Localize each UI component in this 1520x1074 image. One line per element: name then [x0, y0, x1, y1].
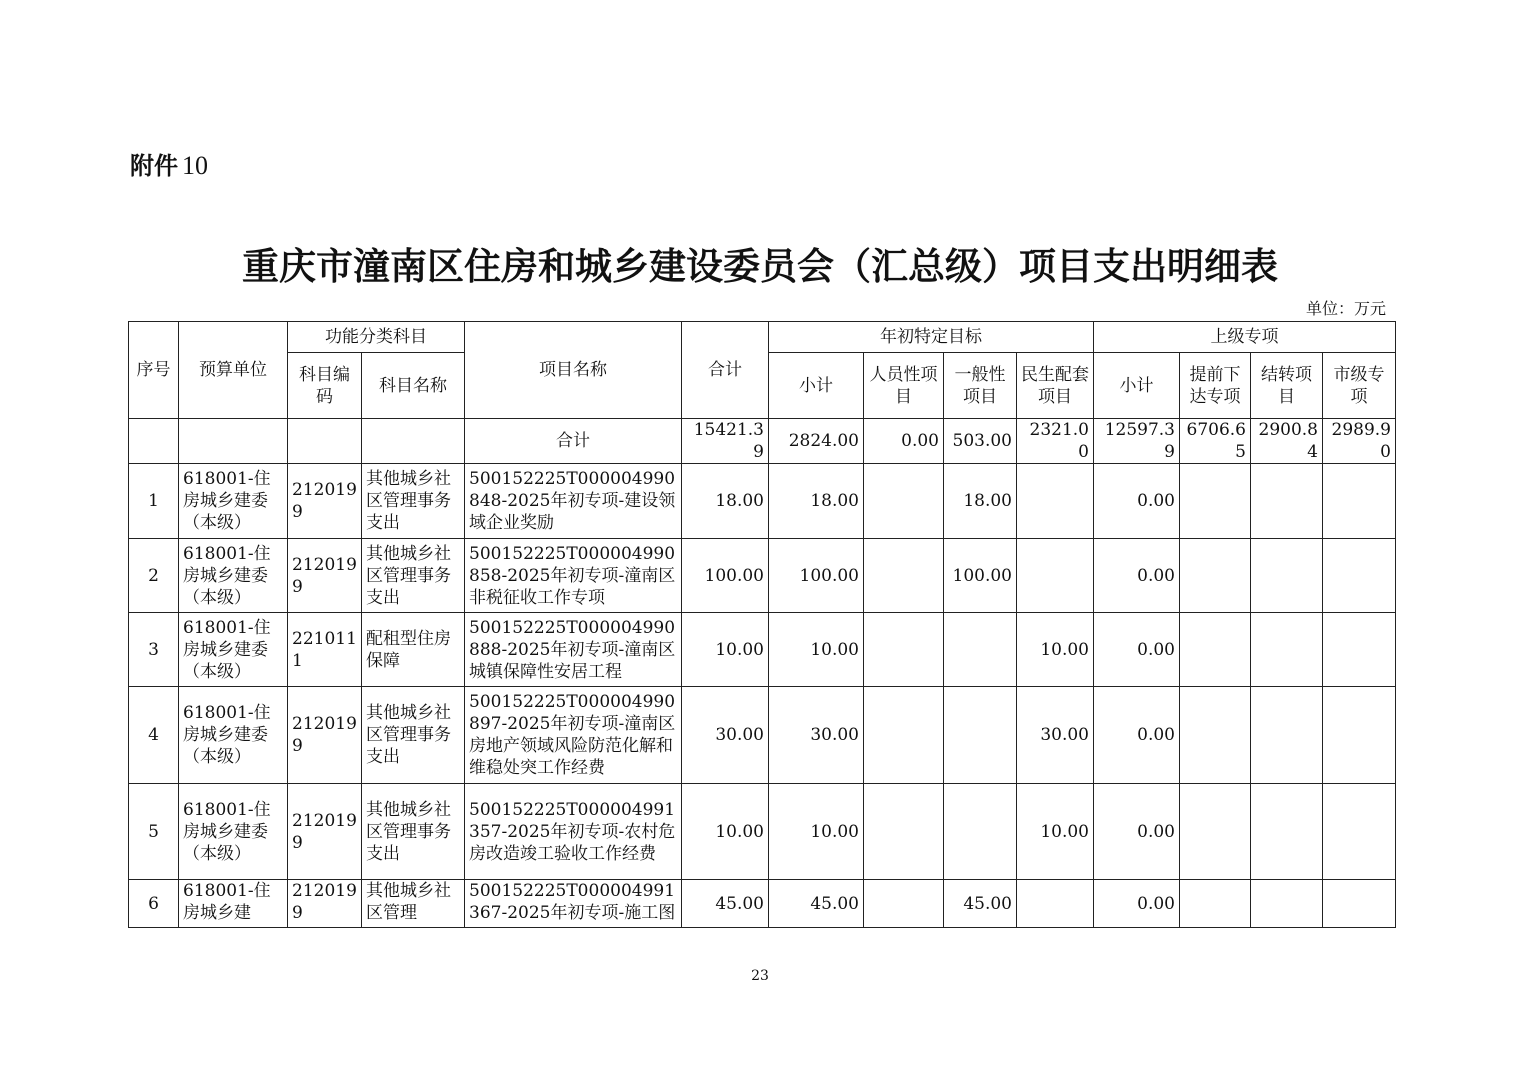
row-unit: 618001-住房城乡建委（本级） — [179, 687, 288, 784]
row-city — [1323, 464, 1396, 539]
header-advance: 提前下达专项 — [1180, 353, 1251, 419]
row-annual-sub: 45.00 — [769, 880, 864, 928]
row-upper-sub: 0.00 — [1094, 784, 1180, 880]
attachment-text: 附件 — [130, 152, 178, 180]
row-seq: 1 — [129, 464, 179, 539]
row-project: 500152225T000004990888-2025年初专项-潼南区城镇保障性安居工程 — [465, 613, 682, 687]
row-livelihood: 10.00 — [1017, 613, 1094, 687]
table-row — [129, 539, 1396, 613]
row-code: 2120199 — [288, 464, 362, 539]
row-subject: 其他城乡社区管理事务支出 — [362, 784, 465, 880]
row-upper-sub: 0.00 — [1094, 539, 1180, 613]
header-code: 科目编码 — [288, 353, 362, 419]
header-upper-group: 上级专项 — [1094, 322, 1396, 353]
row-city — [1323, 687, 1396, 784]
row-total: 30.00 — [682, 687, 769, 784]
header-staff: 人员性项目 — [864, 353, 944, 419]
total-value: 15421.39 — [682, 419, 769, 464]
row-city — [1323, 880, 1396, 928]
row-carry — [1251, 539, 1323, 613]
row-subject: 其他城乡社区管理事务支出 — [362, 464, 465, 539]
row-code: 2120199 — [288, 880, 362, 928]
row-upper-sub: 0.00 — [1094, 464, 1180, 539]
row-code: 2210111 — [288, 613, 362, 687]
expenditure-table — [128, 321, 1396, 928]
row-project: 500152225T000004991367-2025年初专项-施工图 — [465, 880, 682, 928]
row-livelihood — [1017, 539, 1094, 613]
row-general — [944, 784, 1017, 880]
row-staff — [864, 687, 944, 784]
row-livelihood: 10.00 — [1017, 784, 1094, 880]
row-advance — [1180, 539, 1251, 613]
header-annual-group: 年初特定目标 — [769, 322, 1094, 353]
row-advance — [1180, 880, 1251, 928]
row-subject: 配租型住房保障 — [362, 613, 465, 687]
row-staff — [864, 613, 944, 687]
header-total: 合计 — [682, 322, 769, 419]
attachment-number: 10 — [182, 151, 208, 180]
row-annual-sub: 18.00 — [769, 464, 864, 539]
row-carry — [1251, 880, 1323, 928]
header-seq: 序号 — [129, 322, 179, 419]
row-staff — [864, 784, 944, 880]
table-body — [129, 419, 1396, 928]
row-city — [1323, 539, 1396, 613]
row-annual-sub: 30.00 — [769, 687, 864, 784]
row-carry — [1251, 464, 1323, 539]
row-unit: 618001-住房城乡建委（本级） — [179, 784, 288, 880]
total-advance: 6706.65 — [1180, 419, 1251, 464]
total-general: 503.00 — [944, 419, 1017, 464]
unit-label: 单位：万元 — [1305, 299, 1386, 318]
row-subject: 其他城乡社区管理事务支出 — [362, 687, 465, 784]
row-carry — [1251, 784, 1323, 880]
header-func-group: 功能分类科目 — [288, 322, 465, 353]
row-project: 500152225T000004990858-2025年初专项-潼南区非税征收工作专项 — [465, 539, 682, 613]
row-total: 45.00 — [682, 880, 769, 928]
row-advance — [1180, 687, 1251, 784]
table-row — [129, 784, 1396, 880]
total-livelihood: 2321.00 — [1017, 419, 1094, 464]
table-row — [129, 464, 1396, 539]
total-city: 2989.90 — [1323, 419, 1396, 464]
row-advance — [1180, 464, 1251, 539]
total-code — [288, 419, 362, 464]
table-header — [129, 322, 1396, 419]
row-general: 18.00 — [944, 464, 1017, 539]
row-upper-sub: 0.00 — [1094, 613, 1180, 687]
row-annual-sub: 10.00 — [769, 613, 864, 687]
row-city — [1323, 613, 1396, 687]
row-advance — [1180, 613, 1251, 687]
row-carry — [1251, 687, 1323, 784]
row-unit: 618001-住房城乡建委（本级） — [179, 539, 288, 613]
row-advance — [1180, 784, 1251, 880]
row-project: 500152225T000004990897-2025年初专项-潼南区房地产领域风险防范化解和维稳处突工作经费 — [465, 687, 682, 784]
table-row — [129, 880, 1396, 928]
row-city — [1323, 784, 1396, 880]
row-staff — [864, 880, 944, 928]
header-project: 项目名称 — [465, 322, 682, 419]
page-title: 重庆市潼南区住房和城乡建设委员会（汇总级）项目支出明细表 — [242, 245, 1278, 288]
row-code: 2120199 — [288, 687, 362, 784]
row-total: 18.00 — [682, 464, 769, 539]
row-project: 500152225T000004991357-2025年初专项-农村危房改造竣工验收工作经费 — [465, 784, 682, 880]
header-subject: 科目名称 — [362, 353, 465, 419]
header-city: 市级专项 — [1323, 353, 1396, 419]
row-livelihood — [1017, 880, 1094, 928]
row-code: 2120199 — [288, 539, 362, 613]
header-upper-sub: 小计 — [1094, 353, 1180, 419]
row-total: 100.00 — [682, 539, 769, 613]
row-staff — [864, 539, 944, 613]
total-staff: 0.00 — [864, 419, 944, 464]
row-general: 100.00 — [944, 539, 1017, 613]
row-seq: 2 — [129, 539, 179, 613]
row-seq: 3 — [129, 613, 179, 687]
header-livelihood: 民生配套项目 — [1017, 353, 1094, 419]
row-general: 45.00 — [944, 880, 1017, 928]
row-annual-sub: 10.00 — [769, 784, 864, 880]
row-unit: 618001-住房城乡建委（本级） — [179, 613, 288, 687]
row-upper-sub: 0.00 — [1094, 687, 1180, 784]
total-label: 合计 — [465, 419, 682, 464]
row-seq: 6 — [129, 880, 179, 928]
header-general: 一般性项目 — [944, 353, 1017, 419]
row-subject: 其他城乡社区管理事务支出 — [362, 539, 465, 613]
total-carry: 2900.84 — [1251, 419, 1323, 464]
total-upper-sub: 12597.39 — [1094, 419, 1180, 464]
row-general — [944, 613, 1017, 687]
page-number: 23 — [751, 968, 769, 984]
row-total: 10.00 — [682, 613, 769, 687]
row-seq: 4 — [129, 687, 179, 784]
row-annual-sub: 100.00 — [769, 539, 864, 613]
row-livelihood: 30.00 — [1017, 687, 1094, 784]
header-carry: 结转项目 — [1251, 353, 1323, 419]
table-row — [129, 687, 1396, 784]
total-row — [129, 419, 1396, 464]
header-annual-sub: 小计 — [769, 353, 864, 419]
row-general — [944, 687, 1017, 784]
row-code: 2120199 — [288, 784, 362, 880]
total-subject — [362, 419, 465, 464]
row-seq: 5 — [129, 784, 179, 880]
row-staff — [864, 464, 944, 539]
row-unit: 618001-住房城乡建委（本级） — [179, 464, 288, 539]
row-total: 10.00 — [682, 784, 769, 880]
row-upper-sub: 0.00 — [1094, 880, 1180, 928]
row-livelihood — [1017, 464, 1094, 539]
row-unit: 618001-住房城乡建 — [179, 880, 288, 928]
total-seq — [129, 419, 179, 464]
row-project: 500152225T000004990848-2025年初专项-建设领域企业奖励 — [465, 464, 682, 539]
table-row — [129, 613, 1396, 687]
row-carry — [1251, 613, 1323, 687]
header-unit: 预算单位 — [179, 322, 288, 419]
total-annual-sub: 2824.00 — [769, 419, 864, 464]
row-subject: 其他城乡社区管理 — [362, 880, 465, 928]
attachment-label — [130, 146, 208, 181]
total-unit — [179, 419, 288, 464]
